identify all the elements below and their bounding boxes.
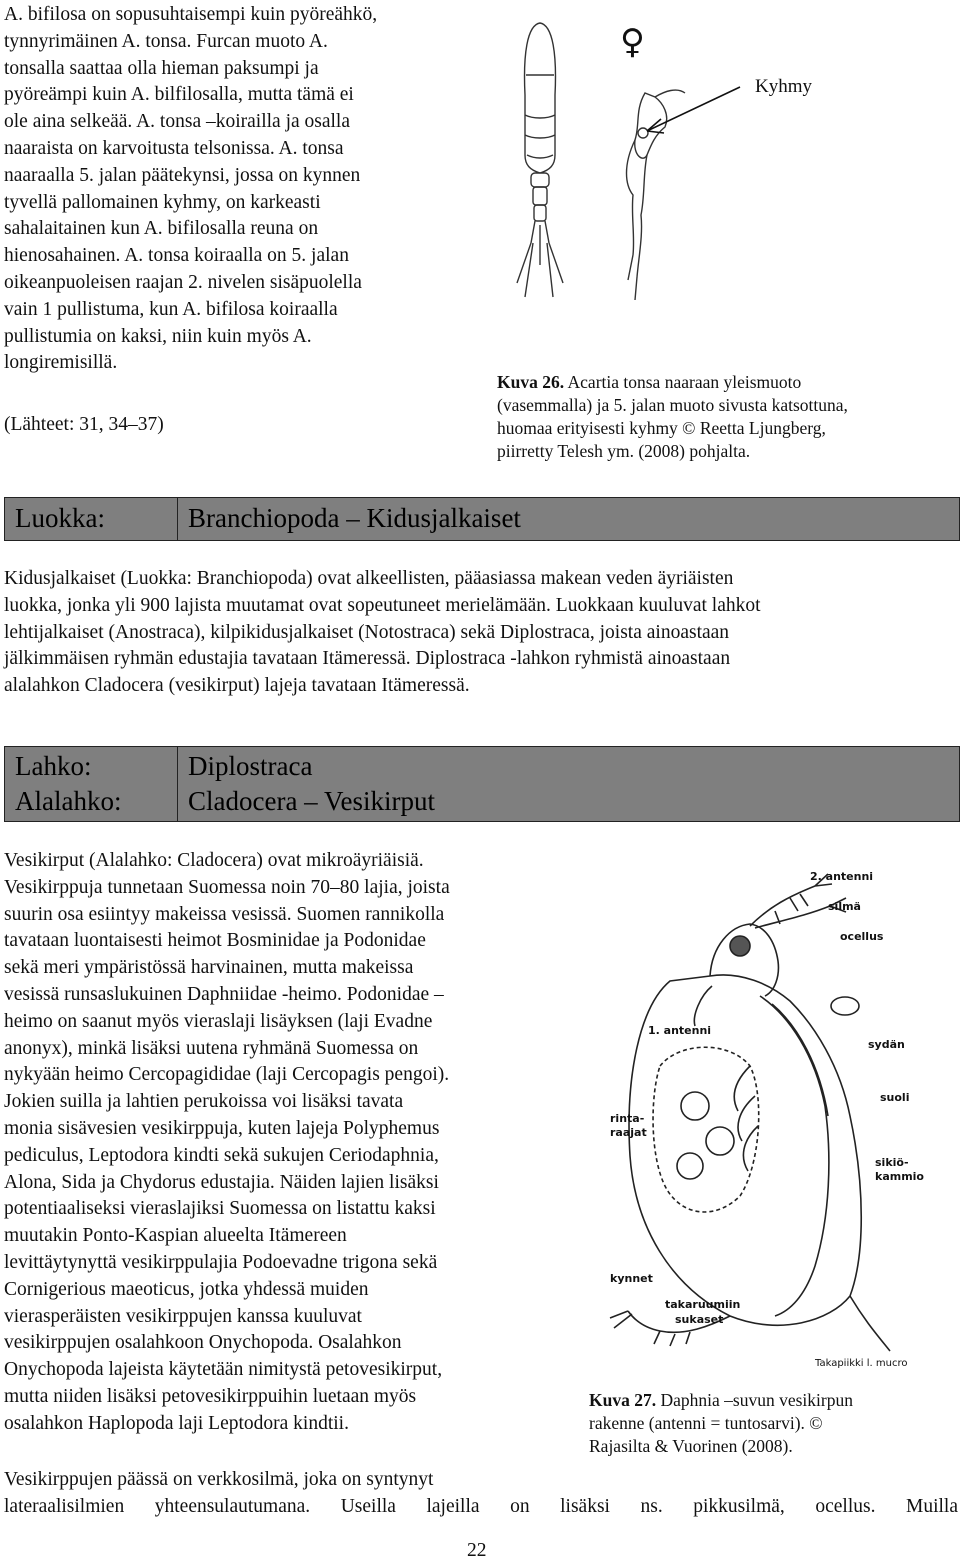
text-line: ole aina selkeää. A. tonsa –koirailla ja osalla xyxy=(4,111,351,133)
text-line: pullistumia on kaksi, niin kuin myös A. xyxy=(4,325,312,347)
class-value: Branchiopoda – Kidusjalkaiset xyxy=(188,503,521,533)
order-value: Diplostraca xyxy=(188,751,313,781)
daphnia-drawing xyxy=(600,866,930,1371)
text-line: tyvellä pallomainen kyhmy, on karkeasti xyxy=(4,191,321,213)
figure27-caption xyxy=(589,1389,949,1458)
caption-text: huomaa erityisesti kyhmy © Reetta Ljungberg, xyxy=(497,418,826,438)
text-line: naaraalla 5. jalan päätekynsi, jossa on kynnen xyxy=(4,164,361,186)
sources-note: (Lähteet: 31, 34–37) xyxy=(4,414,164,435)
text-line: luokka, jonka yli 900 lajista muutamat ovat sopeutuneet merielämään. Luokkaan kuuluvat lahkot xyxy=(4,594,761,616)
text-line: longiremisillä. xyxy=(4,352,118,374)
text-line: pyöreämpi kuin A. bilfilosalla, mutta tämä ei xyxy=(4,84,354,106)
text-line: mutta niiden lisäksi petovesikirppuihin luetaan myös xyxy=(4,1385,417,1407)
text-line: naaraista on karvoitusta telsonissa. A. tonsa xyxy=(4,137,344,159)
label-ocellus: ocellus xyxy=(840,930,884,943)
text-line: tynnyrimäinen A. tonsa. Furcan muoto A. xyxy=(4,30,328,52)
text-line: A. bifilosa on sopusuhtaisempi kuin pyöreähkö, xyxy=(4,4,378,25)
text-line: pediculus, Leptodora kindti sekä sukujen Ceriodaphnia, xyxy=(4,1144,439,1166)
label-antenna2: 2. antenni xyxy=(810,870,874,883)
text-line: osalahkon Haplopoda laji Leptodora kindtii. xyxy=(4,1412,349,1434)
kyhmy-label: Kyhmy xyxy=(755,76,812,97)
text-line: tonsalla saattaa olla hieman paksumpi ja xyxy=(4,57,319,79)
label-antenna1: 1. antenni xyxy=(648,1024,712,1037)
text-line: heimo on saanut myös vieraslaji lisäyksen (laji Evadne xyxy=(4,1010,433,1032)
page-number: 22 xyxy=(467,1540,487,1561)
label-brood-2: kammio xyxy=(875,1170,924,1183)
copepod-drawing xyxy=(495,15,745,345)
text-line: vain 1 pullistuma, kun A. bifilosa koiraalla xyxy=(4,298,338,320)
header-divider xyxy=(177,498,178,540)
label-eye: silmä xyxy=(828,900,861,913)
text-line: Onychopoda lajeista käytetään nimitystä petovesikirput, xyxy=(4,1359,443,1381)
text-line: vesissä runsaslukuinen Daphniidae -heimo. Podonidae – xyxy=(4,983,444,1005)
caption-text: (vasemmalla) ja 5. jalan muoto sivusta katsottuna, xyxy=(497,395,848,415)
text-line: oikeanpuoleisen raajan 2. nivelen sisäpuolella xyxy=(4,271,362,293)
text-line: sekä meri ympäristössä harvinainen, mutta makeissa xyxy=(4,957,414,979)
header-divider xyxy=(177,747,178,821)
text-line: muutakin Ponto-Kaspian alueelta Itämereen xyxy=(4,1225,347,1247)
cladocera-description xyxy=(4,848,557,1438)
label-limbs-2: raajat xyxy=(610,1126,647,1139)
text-line: Cornigerious maeoticus, jotka yhdessä muiden xyxy=(4,1278,369,1300)
text-line: hienosahainen. A. tonsa koiraalla on 5. jalan xyxy=(4,245,349,267)
copepod-description xyxy=(4,2,462,377)
class-header-bar xyxy=(4,497,960,541)
text-line: Alona, Sida ja Chydorus edustajia. Näiden lajien lisäksi xyxy=(4,1171,439,1193)
text-line: alalahkon Cladocera (vesikirput) lajeja tavataan Itämeressä. xyxy=(4,675,470,697)
text-line: tavataan luontaisesti heimot Bosminidae ja Podonidae xyxy=(4,930,426,952)
caption-number: Kuva 26. xyxy=(497,372,565,392)
text-line: Vesikirput (Alalahko: Cladocera) ovat mikroäyriäisiä. xyxy=(4,850,424,871)
label-brood: sikiö- xyxy=(875,1156,909,1169)
label-mucro: Takapiikki l. mucro xyxy=(815,1358,908,1369)
text-line: levittäytynyttä vesikirppulajia Podoevadne trigona sekä xyxy=(4,1251,438,1273)
text-line: nykyään heimo Cercopagididae (laji Cercopagis pengoi). xyxy=(4,1064,450,1086)
text-line: potentiaaliseksi vieraslajiksi Suomessa on listattu kaksi xyxy=(4,1198,436,1220)
class-label: Luokka: xyxy=(15,503,105,533)
label-gut: suoli xyxy=(880,1091,910,1104)
text-line: monia sisävesien vesikirppuja, kuten lajeja Polyphemus xyxy=(4,1117,440,1139)
order-label: Lahko: xyxy=(15,751,92,781)
text-line: Vesikirppuja tunnetaan Suomessa noin 70–80 lajia, joista xyxy=(4,876,450,898)
label-spines-2: sukaset xyxy=(675,1313,724,1326)
caption-text: Acartia tonsa naaraan yleismuoto xyxy=(564,372,802,392)
order-header-bar xyxy=(4,746,960,822)
suborder-value: Cladocera – Vesikirput xyxy=(188,786,435,816)
text-line: suurin osa esiintyy makeissa vesissä. Suomen rannikolla xyxy=(4,903,445,925)
text-line: anonyx), minkä lisäksi uutena ryhmänä Suomessa on xyxy=(4,1037,419,1059)
text-line: vesikirppujen osalahkoon Onychopoda. Osalahkon xyxy=(4,1332,402,1354)
text-line: jälkimmäisen ryhmän edustajia tavataan Itämeressä. Diplostraca -lahkon ryhmistä ainoastaan xyxy=(4,648,731,670)
suborder-label: Alalahko: xyxy=(15,786,122,816)
figure26-caption xyxy=(497,371,947,463)
text-line: lehtijalkaiset (Anostraca), kilpikidusjalkaiset (Notostraca) sekä Diplostraca, joista ainoastaan xyxy=(4,621,730,643)
label-limbs: rinta- xyxy=(610,1112,645,1125)
label-heart: sydän xyxy=(868,1038,905,1051)
caption-text: rakenne (antenni = tuntosarvi). © xyxy=(589,1413,823,1433)
text-line: Kidusjalkaiset (Luokka: Branchiopoda) ovat alkeellisten, pääasiassa makean veden äyriäisten xyxy=(4,568,734,589)
final-line-2: lateraalisilmien yhteensulautumana. Useilla lajeilla on lisäksi ns. pikkusilmä, ocellus. Muilla xyxy=(4,1496,958,1517)
caption-text: Daphnia –suvun vesikirpun xyxy=(656,1390,853,1410)
text-line: Jokien suilla ja lahtien perukoissa voi lisäksi tavata xyxy=(4,1091,404,1113)
text-line: vierasperäisten vesikirppujen kanssa kuuluvat xyxy=(4,1305,362,1327)
caption-number: Kuva 27. xyxy=(589,1390,657,1410)
caption-text: Rajasilta & Vuorinen (2008). xyxy=(589,1436,793,1456)
female-symbol: ♀ xyxy=(620,22,645,62)
label-spines: takaruumiin xyxy=(665,1298,741,1311)
text-line: sahalaitainen kun A. bifilosalla reuna on xyxy=(4,218,319,240)
class-description xyxy=(4,566,958,700)
caption-text: piirretty Telesh ym. (2008) pohjalta. xyxy=(497,441,751,461)
label-claws: kynnet xyxy=(610,1272,653,1285)
final-line-1: Vesikirppujen päässä on verkkosilmä, joka on syntynyt xyxy=(4,1469,434,1490)
